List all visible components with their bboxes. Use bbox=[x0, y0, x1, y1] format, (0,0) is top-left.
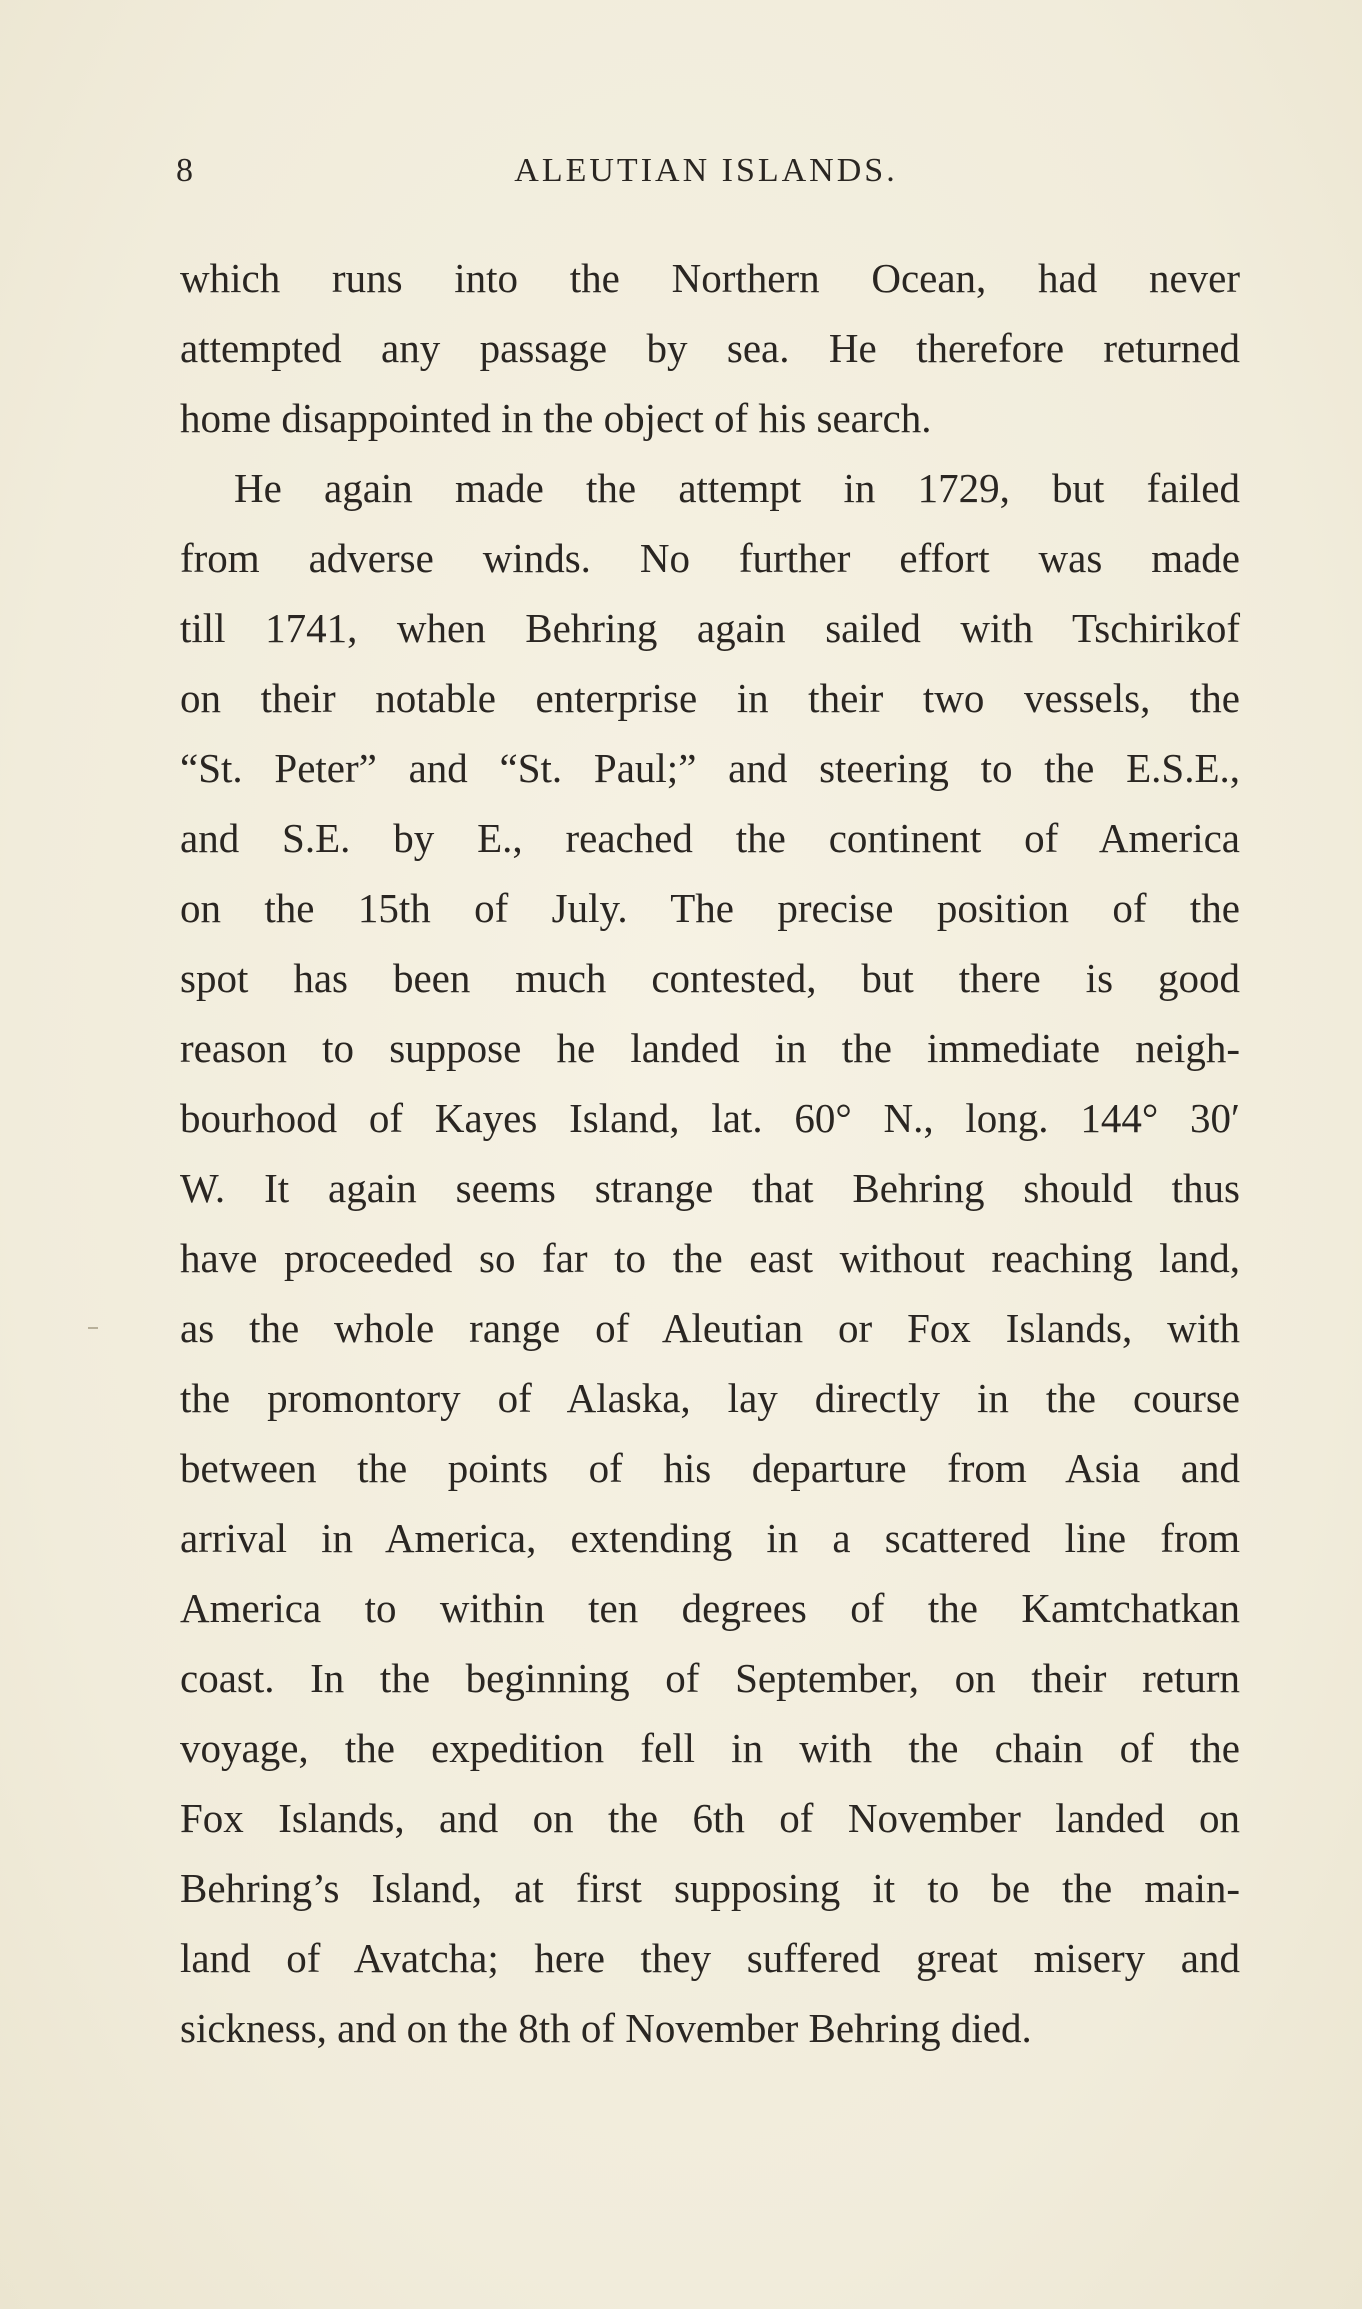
margin-mark bbox=[88, 1327, 98, 1329]
text-line: Fox Islands, and on the 6th of November landed on bbox=[180, 1795, 1240, 1841]
text-line: voyage, the expedition fell in with the chain of the bbox=[180, 1725, 1240, 1771]
text-line: and S.E. by E., reached the continent of America bbox=[180, 815, 1240, 861]
text-line: on the 15th of July. The precise position of the bbox=[180, 885, 1240, 931]
text-line: from adverse winds. No further effort was made bbox=[180, 535, 1240, 581]
text-line: “St. Peter” and “St. Paul;” and steering to the E.S.E., bbox=[180, 745, 1240, 791]
text-line: sickness, and on the 8th of November Behring died. bbox=[180, 2005, 1032, 2051]
text-line: America to within ten degrees of the Kamtchatkan bbox=[180, 1585, 1240, 1631]
body-text bbox=[180, 243, 1240, 2063]
text-line: reason to suppose he landed in the immediate neigh- bbox=[180, 1025, 1240, 1071]
running-title: ALEUTIAN ISLANDS. bbox=[514, 152, 898, 189]
text-line: attempted any passage by sea. He therefore returned bbox=[180, 325, 1240, 371]
text-line: have proceeded so far to the east without reaching land, bbox=[180, 1235, 1240, 1281]
text-line: home disappointed in the object of his search. bbox=[180, 395, 932, 441]
text-line: W. It again seems strange that Behring should thus bbox=[180, 1165, 1240, 1211]
text-line: spot has been much contested, but there is good bbox=[180, 955, 1240, 1001]
text-line: Behring’s Island, at first supposing it to be the main- bbox=[180, 1865, 1240, 1911]
text-line: arrival in America, extending in a scattered line from bbox=[180, 1515, 1240, 1561]
text-line: which runs into the Northern Ocean, had never bbox=[180, 255, 1240, 301]
text-line: the promontory of Alaska, lay directly in the course bbox=[180, 1375, 1240, 1421]
text-line: He again made the attempt in 1729, but failed bbox=[234, 465, 1240, 511]
text-line: bourhood of Kayes Island, lat. 60° N., long. 144° 30′ bbox=[180, 1095, 1240, 1141]
text-line: till 1741, when Behring again sailed with Tschirikof bbox=[180, 605, 1240, 651]
text-line: on their notable enterprise in their two vessels, the bbox=[180, 675, 1240, 721]
text-line: between the points of his departure from Asia and bbox=[180, 1445, 1240, 1491]
text-line: land of Avatcha; here they suffered great misery and bbox=[180, 1935, 1240, 1981]
page-number: 8 bbox=[176, 152, 196, 189]
text-line: as the whole range of Aleutian or Fox Islands, with bbox=[180, 1305, 1240, 1351]
running-head bbox=[176, 152, 1236, 198]
text-line: coast. In the beginning of September, on their return bbox=[180, 1655, 1240, 1701]
